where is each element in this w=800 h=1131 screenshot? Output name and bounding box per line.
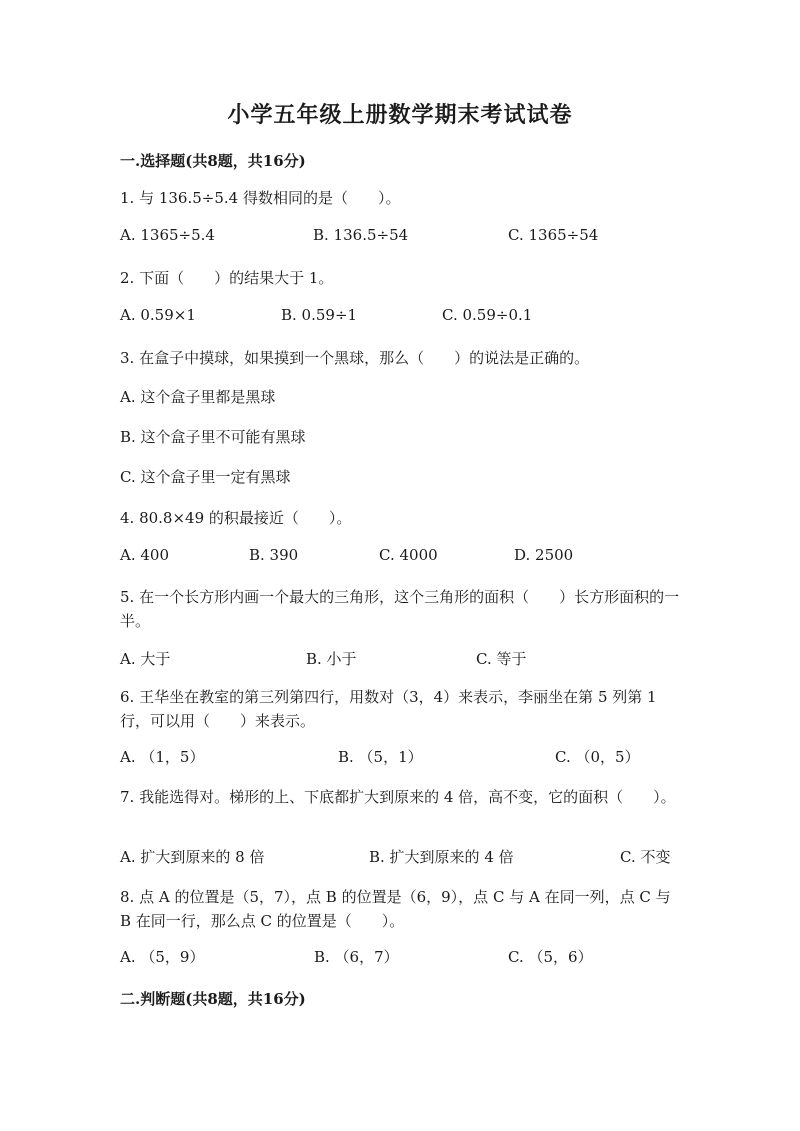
option-5a: A. 大于 — [120, 650, 171, 668]
option-4c: C. 4000 — [379, 546, 438, 564]
options-3a — [0, 386, 800, 410]
option-4a: A. 400 — [120, 546, 169, 564]
option-8b: B. （6，7） — [314, 948, 399, 966]
option-8a: A. （5，9） — [120, 948, 205, 966]
options-7 — [0, 846, 800, 870]
option-5b: B. 小于 — [306, 650, 357, 668]
option-8c: C. （5，6） — [508, 948, 593, 966]
options-6 — [0, 746, 800, 770]
options-3c — [0, 466, 800, 490]
options-2 — [0, 306, 800, 330]
option-3b: B. 这个盒子里不可能有黑球 — [120, 428, 306, 446]
option-1c: C. 1365÷54 — [508, 226, 599, 244]
options-4 — [0, 546, 800, 570]
option-4b: B. 390 — [249, 546, 299, 564]
question-6: 6. 王华坐在教室的第三列第四行，用数对（3，4）来表示，李丽坐在第 5 列第 1 行，可以用（ ）来表示。 — [120, 688, 657, 730]
option-2c: C. 0.59÷0.1 — [442, 306, 533, 324]
option-6c: C. （0，5） — [555, 748, 640, 766]
option-7c: C. 不变 — [620, 848, 671, 866]
options-3b — [0, 426, 800, 450]
option-1a: A. 1365÷5.4 — [120, 226, 215, 244]
option-3a: A. 这个盒子里都是黑球 — [120, 388, 276, 406]
question-7: 7. 我能选得对。梯形的上、下底都扩大到原来的 4 倍，高不变，它的面积（ ）。 — [120, 788, 676, 806]
option-4d: D. 2500 — [514, 546, 574, 564]
option-5c: C. 等于 — [476, 650, 527, 668]
question-5: 5. 在一个长方形内画一个最大的三角形，这个三角形的面积（ ）长方形面积的一半。 — [120, 588, 680, 630]
option-6b: B. （5，1） — [338, 748, 423, 766]
option-7b: B. 扩大到原来的 4 倍 — [369, 848, 514, 866]
option-2b: B. 0.59÷1 — [281, 306, 358, 324]
question-3: 3. 在盒子中摸球，如果摸到一个黑球，那么（ ）的说法是正确的。 — [120, 349, 590, 367]
question-1: 1. 与 136.5÷5.4 得数相同的是（ ）。 — [120, 189, 401, 207]
option-1b: B. 136.5÷54 — [313, 226, 409, 244]
option-3c: C. 这个盒子里一定有黑球 — [120, 468, 291, 486]
options-1 — [0, 226, 800, 250]
options-5 — [0, 648, 800, 672]
section-heading-judgement: 二.判断题(共8题，共16分) — [120, 990, 306, 1008]
page-title: 小学五年级上册数学期末考试试卷 — [227, 102, 573, 128]
section-heading-choice: 一.选择题(共8题，共16分) — [120, 152, 306, 170]
option-2a: A. 0.59×1 — [120, 306, 196, 324]
question-8: 8. 点 A 的位置是（5，7），点 B 的位置是（6，9），点 C 与 A 在同一列，点 C 与 B 在同一行，那么点 C 的位置是（ ）。 — [120, 888, 671, 930]
option-7a: A. 扩大到原来的 8 倍 — [120, 848, 265, 866]
options-8 — [0, 946, 800, 970]
question-4: 4. 80.8×49 的积最接近（ ）。 — [120, 509, 352, 527]
question-2: 2. 下面（ ）的结果大于 1。 — [120, 269, 334, 287]
option-6a: A. （1，5） — [120, 748, 205, 766]
